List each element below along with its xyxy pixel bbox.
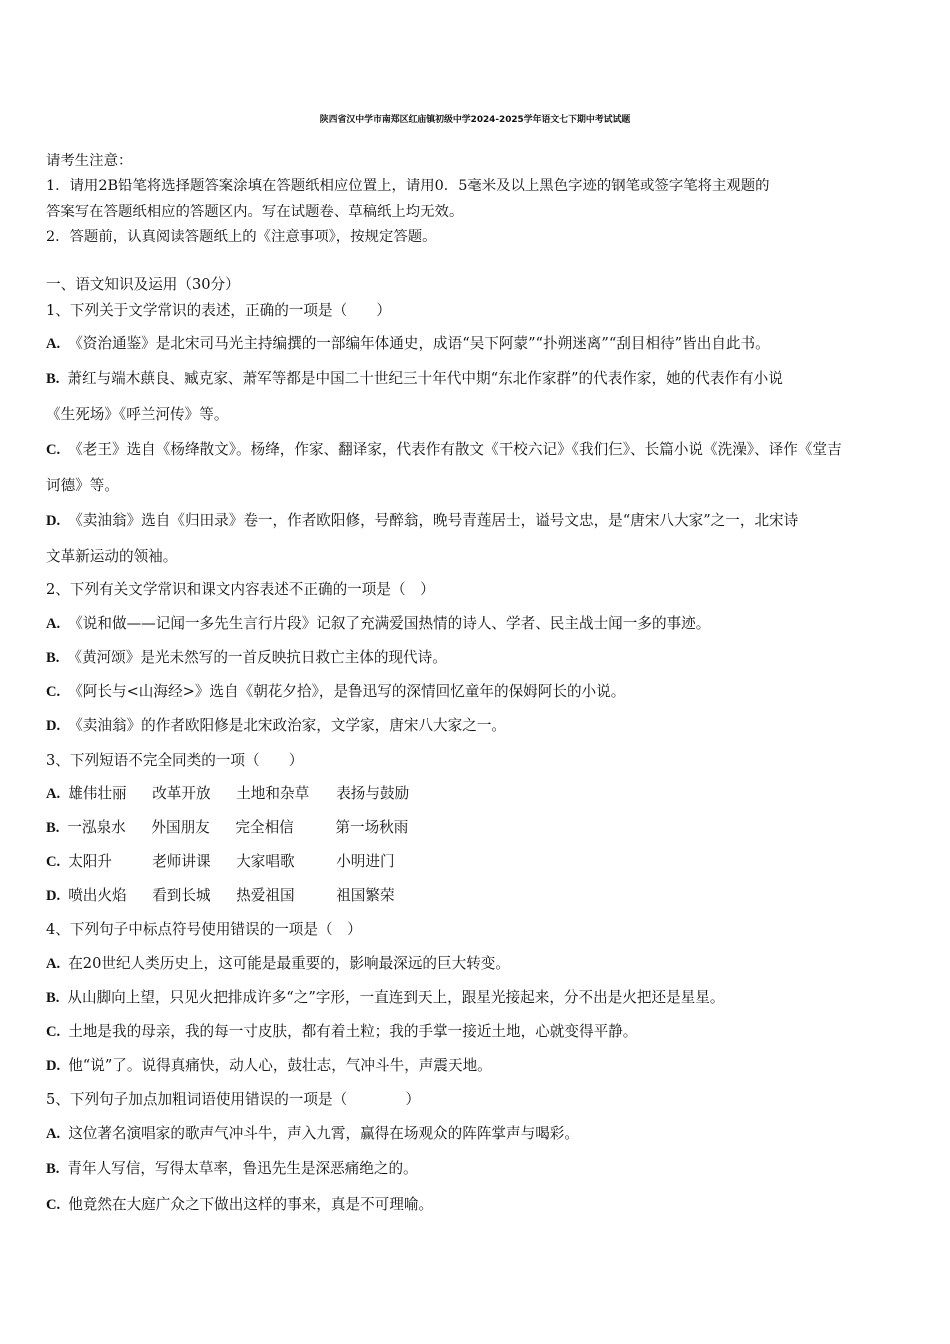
question-1-option-a: [46, 334, 770, 354]
phrase: 雄伟壮丽: [68, 785, 127, 802]
section-heading: 一、语文知识及运用（30分）: [46, 276, 240, 293]
phrase: 热爱祖国: [236, 887, 295, 904]
notice-item-2: 2．答题前，认真阅读答题纸上的《注意事项》，按规定答题。: [46, 229, 437, 245]
option-text: 《卖油翁》选自《归田录》卷一，作者欧阳修，号醉翁，晚号青莲居士，谥号文忠，是“唐宋八大家”之一，北宋诗: [68, 512, 799, 529]
question-2-stem: 2、下列有关文学常识和课文内容表述不正确的一项是（ ）: [46, 581, 435, 598]
option-label: D.: [46, 513, 61, 529]
option-text: 土地是我的母亲，我的每一寸皮肤，都有着土粒；我的手掌一接近土地，心就变得平静。: [68, 1023, 638, 1040]
question-4-option-c: [46, 1022, 637, 1042]
option-label: B.: [46, 1161, 60, 1177]
question-4-option-b: [46, 988, 724, 1008]
question-5-option-c: [46, 1195, 433, 1215]
option-label: A.: [46, 616, 61, 632]
question-1-option-d: [46, 511, 798, 531]
question-3-option-d: [46, 886, 395, 906]
phrase: 外国朋友: [151, 819, 210, 836]
option-text: 青年人写信，写得太草率，鲁迅先生是深恶痛绝之的。: [67, 1160, 418, 1177]
question-2-option-d: [46, 716, 506, 736]
option-label: A.: [46, 336, 61, 352]
question-1-stem: 1、下列关于文学常识的表述，正确的一项是（ ）: [46, 302, 391, 319]
notice-item-1a: 1．请用2B铅笔将选择题答案涂填在答题纸相应位置上，请用0．5毫米及以上黑色字迹的钢笔或签字笔将主观题的: [46, 178, 770, 194]
question-1-option-b-continued: 《生死场》《呼兰河传》等。: [46, 406, 229, 423]
option-label: B.: [46, 990, 60, 1006]
question-5-option-a: [46, 1124, 579, 1144]
question-1-option-c: [46, 440, 842, 460]
option-text: 萧红与端木蕻良、臧克家、萧军等都是中国二十世纪三十年代中期“东北作家群”的代表作家，她的代表作有小说: [67, 370, 783, 387]
option-label: B.: [46, 371, 60, 387]
phrase: 小明进门: [336, 853, 395, 870]
option-label: C.: [46, 442, 61, 458]
question-1-option-c-continued: 诃德》等。: [46, 477, 119, 494]
phrase: 看到长城: [152, 887, 211, 904]
option-text: 这位著名演唱家的歌声气冲斗牛，声入九霄，赢得在场观众的阵阵掌声与喝彩。: [68, 1125, 579, 1142]
question-4-option-d: [46, 1056, 492, 1076]
phrase: 一泓泉水: [67, 819, 126, 836]
phrase: 土地和杂草: [236, 785, 310, 802]
question-4-option-a: [46, 954, 510, 974]
phrase: 第一场秋雨: [335, 819, 409, 836]
option-label: A.: [46, 956, 61, 972]
page-title: 陕西省汉中学市南郑区红庙镇初级中学2024-2025学年语文七下期中考试试题: [319, 115, 631, 125]
option-label: D.: [46, 888, 61, 904]
option-label: C.: [46, 1024, 61, 1040]
question-3-option-b: [46, 818, 408, 838]
phrase: 完全相信: [235, 819, 294, 836]
question-2-option-a: [46, 614, 710, 634]
option-text: 《老王》选自《杨绛散文》。杨绛，作家、翻译家，代表作有散文《干校六记》《我们仨》、长篇小说《洗澡》、译作《堂吉: [68, 441, 842, 458]
option-label: A.: [46, 1126, 61, 1142]
question-2-option-b: [46, 648, 447, 668]
notice-item-1b: 答案写在答题纸相应的答题区内。写在试题卷、草稿纸上均无效。: [46, 204, 464, 220]
question-3-option-a: [46, 784, 409, 804]
question-1-option-d-continued: 文革新运动的领袖。: [46, 548, 178, 565]
phrase: 改革开放: [152, 785, 211, 802]
question-3-stem: 3、下列短语不完全同类的一项（ ）: [46, 752, 304, 769]
option-text: 他“说”了。说得真痛快，动人心，鼓壮志，气冲斗牛，声震天地。: [68, 1057, 492, 1074]
phrase: 喷出火焰: [68, 887, 127, 904]
option-text: 《阿长与<山海经>》选自《朝花夕拾》，是鲁迅写的深情回忆童年的保姆阿长的小说。: [68, 683, 626, 700]
phrase: 老师讲课: [152, 853, 211, 870]
question-4-stem: 4、下列句子中标点符号使用错误的一项是（ ）: [46, 921, 362, 938]
option-label: C.: [46, 684, 61, 700]
option-label: B.: [46, 820, 60, 836]
question-2-option-c: [46, 682, 625, 702]
phrase: 祖国繁荣: [336, 887, 395, 904]
option-text: 在20世纪人类历史上，这可能是最重要的，影响最深远的巨大转变。: [68, 955, 510, 972]
option-label: D.: [46, 718, 61, 734]
question-5-stem: 5、下列句子加点加粗词语使用错误的一项是（ ）: [46, 1091, 421, 1108]
question-1-option-b: [46, 369, 783, 389]
option-text: 他竟然在大庭广众之下做出这样的事来，真是不可理喻。: [68, 1196, 434, 1213]
phrase: 大家唱歌: [236, 853, 295, 870]
option-text: 《说和做——记闻一多先生言行片段》记叙了充满爱国热情的诗人、学者、民主战士闻一多的事迹。: [68, 615, 711, 632]
notice-heading: 请考生注意：: [46, 153, 133, 169]
question-5-option-b: [46, 1159, 418, 1179]
option-text: 《黄河颂》是光未然写的一首反映抗日救亡主体的现代诗。: [67, 649, 447, 666]
question-3-option-c: [46, 852, 395, 872]
option-text: 从山脚向上望，只见火把排成许多“之”字形，一直连到天上，跟星光接起来，分不出是火把还是星星。: [67, 989, 725, 1006]
option-label: D.: [46, 1058, 61, 1074]
option-label: C.: [46, 854, 61, 870]
option-label: C.: [46, 1197, 61, 1213]
option-text: 《资治通鉴》是北宋司马光主持编撰的一部编年体通史，成语“吴下阿蒙”“扑朔迷离”“刮目相待”皆出自此书。: [68, 335, 770, 352]
option-label: A.: [46, 786, 61, 802]
phrase: 表扬与鼓励: [336, 785, 410, 802]
option-label: B.: [46, 650, 60, 666]
option-text: 《卖油翁》的作者欧阳修是北宋政治家，文学家，唐宋八大家之一。: [68, 717, 507, 734]
phrase: 太阳升: [68, 853, 112, 870]
